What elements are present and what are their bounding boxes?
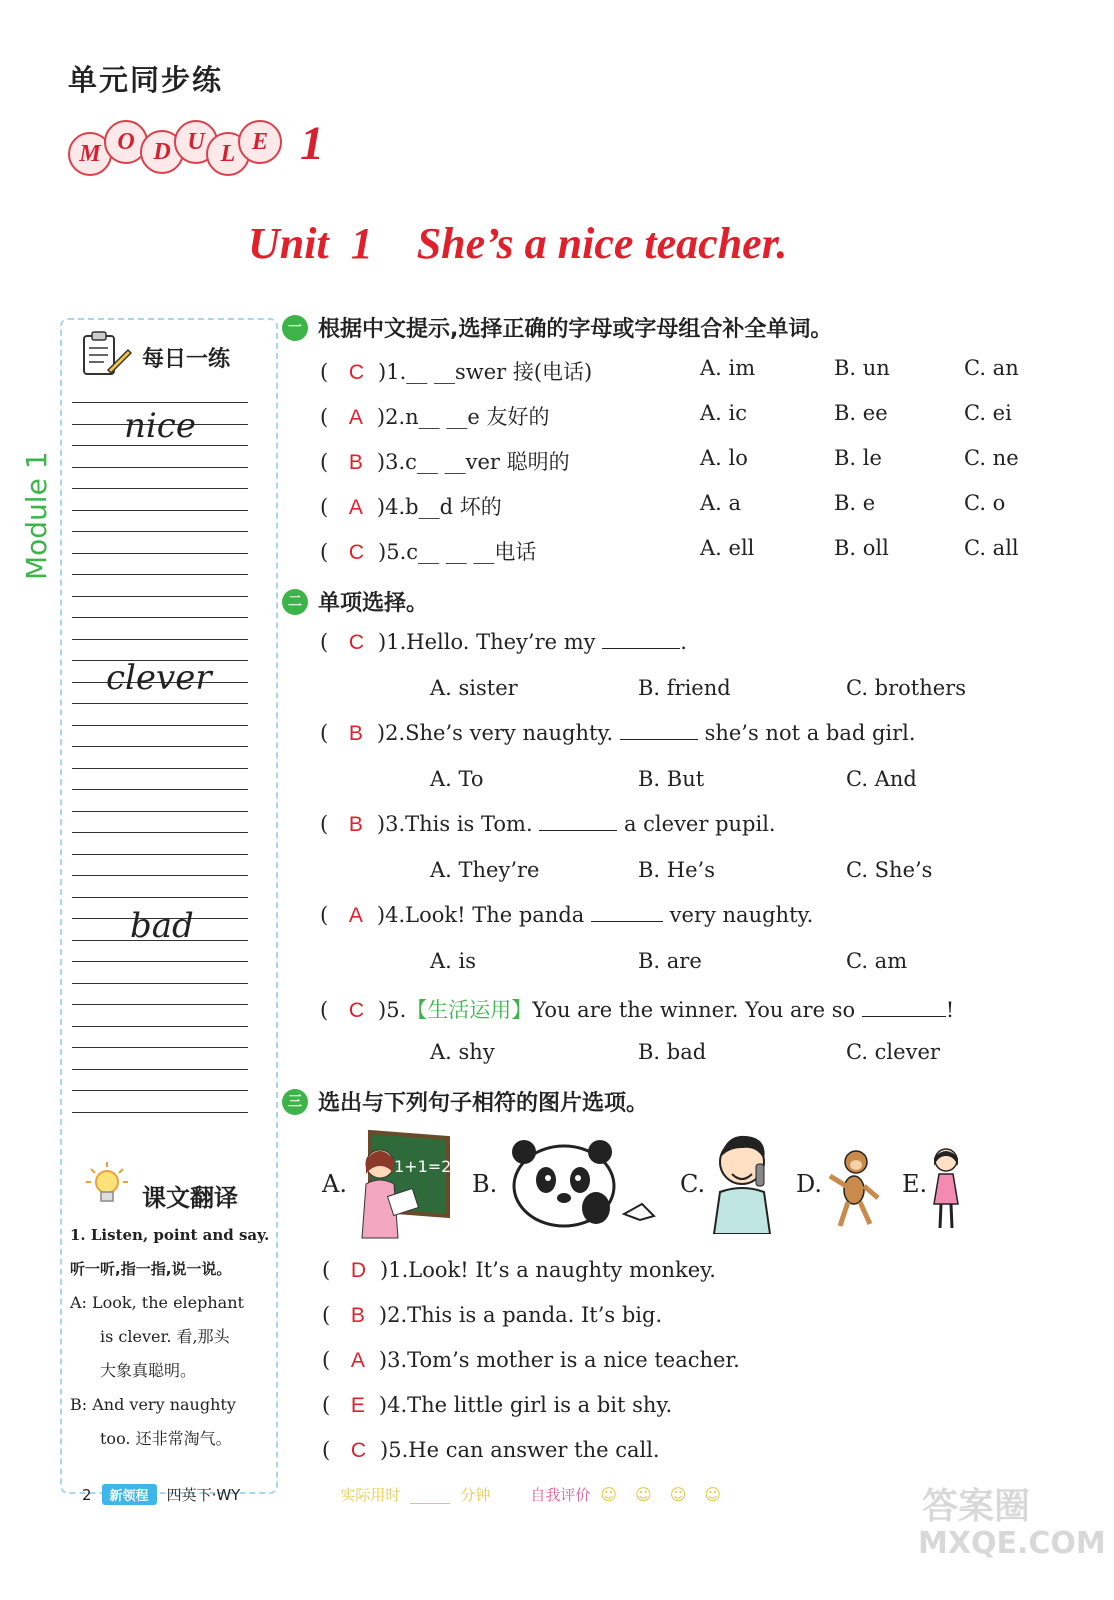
writing-line xyxy=(72,961,248,962)
question-tag: 【生活运用】 xyxy=(406,998,533,1022)
option-c: C. She’s xyxy=(846,858,933,882)
brand-badge: 新领程 xyxy=(102,1484,157,1505)
question-stem: n__ __e 友好的 xyxy=(405,405,550,429)
translation-line: too. 还非常淘气。 xyxy=(100,1429,232,1448)
writing-line xyxy=(72,854,248,855)
writing-line xyxy=(72,768,248,769)
picture-label: C. xyxy=(680,1170,706,1198)
question-row: ( A )4.b__d 坏的 xyxy=(320,495,502,519)
watermark-url: MXQE.COM xyxy=(918,1526,1106,1561)
translation-line: 大象真聪明。 xyxy=(100,1361,197,1380)
daily-practice-title: 每日一练 xyxy=(142,347,231,372)
option-b: B. oll xyxy=(834,536,889,560)
question-number: 3. xyxy=(385,450,406,474)
option-b: B. friend xyxy=(638,676,731,700)
section-3-heading xyxy=(282,1086,648,1117)
option-a: A. To xyxy=(430,767,484,791)
writing-line xyxy=(72,983,248,984)
option-b: B. le xyxy=(834,446,882,470)
question-text: This is a panda. It’s big. xyxy=(407,1303,663,1327)
option-c: C. And xyxy=(846,767,917,791)
writing-line xyxy=(72,617,248,618)
unit-title: Unit 1 She’s a nice teacher. xyxy=(248,219,788,268)
practice-word: clever xyxy=(106,658,212,698)
answer-mark: B xyxy=(348,722,363,745)
question-number: 5. xyxy=(386,540,407,564)
writing-line xyxy=(72,811,248,812)
answer-mark: B xyxy=(348,813,363,836)
answer-mark: E xyxy=(350,1394,365,1417)
writing-line xyxy=(72,402,248,403)
question-number: 1. xyxy=(388,1258,409,1282)
option-c: C. brothers xyxy=(846,676,967,700)
writing-line xyxy=(72,832,248,833)
option-c: C. am xyxy=(846,949,908,973)
question-row: ( C )5.c__ __ __电话 xyxy=(320,540,537,564)
question-number: 1. xyxy=(386,360,407,384)
question-text: The little girl is a bit shy. xyxy=(407,1393,673,1417)
lesson-title: 1. Listen, point and say. xyxy=(70,1226,270,1244)
picture-label: B. xyxy=(472,1170,498,1198)
writing-line xyxy=(72,1090,248,1091)
question-number: 5. xyxy=(386,998,407,1022)
option-b: B. e xyxy=(834,491,876,515)
question-number: 2. xyxy=(385,405,406,429)
picture-label: D. xyxy=(796,1170,823,1198)
question-number: 4. xyxy=(385,903,406,927)
page-number: 2 xyxy=(82,1485,92,1504)
series-title: 单元同步练 xyxy=(68,63,224,97)
question-text: This is Tom. xyxy=(405,812,540,836)
shy-girl-picture xyxy=(926,1144,966,1236)
question-row: ( A )4.Look! The panda very naughty. xyxy=(320,903,814,927)
question-text: very naughty. xyxy=(662,903,814,927)
module-banner xyxy=(68,118,358,178)
time-blank xyxy=(410,1485,450,1504)
answer-mark: A xyxy=(350,1349,365,1372)
answer-mark: B xyxy=(350,1304,365,1327)
option-c: C. clever xyxy=(846,1040,940,1064)
teacher-picture xyxy=(348,1130,458,1244)
question-row: ( C )5.He can answer the call. xyxy=(322,1438,660,1462)
writing-line xyxy=(72,875,248,876)
question-text: . xyxy=(680,630,687,654)
writing-line xyxy=(72,1069,248,1070)
question-row: ( C )5.【生活运用】You are the winner. You are so ! xyxy=(320,998,955,1022)
question-stem: __ __swer 接(电话) xyxy=(406,360,593,384)
option-b: B. bad xyxy=(638,1040,707,1064)
section-title: 根据中文提示,选择正确的字母或字母组合补全单词。 xyxy=(318,317,833,342)
answer-mark: C xyxy=(348,631,365,654)
lesson-title-cn: 听一听,指一指,说一说。 xyxy=(70,1260,232,1278)
writing-line xyxy=(72,467,248,468)
panda-picture xyxy=(504,1140,664,1234)
question-text: she’s not a bad girl. xyxy=(697,721,916,745)
option-c: C. ne xyxy=(964,446,1019,470)
writing-line xyxy=(72,725,248,726)
vertical-module-label: Module 1 xyxy=(20,451,53,580)
question-text: He can answer the call. xyxy=(408,1438,660,1462)
question-text: a clever pupil. xyxy=(617,812,776,836)
picture-label: E. xyxy=(902,1170,928,1198)
option-a: A. They’re xyxy=(430,858,540,882)
writing-line xyxy=(72,1112,248,1113)
answer-mark: C xyxy=(348,361,365,384)
section-badge: 三 xyxy=(282,1089,308,1115)
module-letter: O xyxy=(104,120,148,164)
question-row: ( B )3.c__ __ver 聪明的 xyxy=(320,450,570,474)
answer-blank xyxy=(591,903,663,922)
question-text: Look! It’s a naughty monkey. xyxy=(408,1258,716,1282)
module-letter: M xyxy=(68,132,112,176)
option-a: A. is xyxy=(430,949,477,973)
writing-line xyxy=(72,1047,248,1048)
question-text: Look! The panda xyxy=(405,903,591,927)
lightbulb-icon xyxy=(84,1160,130,1210)
question-stem: c__ __ __电话 xyxy=(406,540,537,564)
section-title: 单项选择。 xyxy=(318,591,429,616)
writing-line xyxy=(72,574,248,575)
writing-line xyxy=(72,789,248,790)
answer-blank xyxy=(862,998,946,1017)
writing-line xyxy=(72,639,248,640)
answer-blank xyxy=(620,721,698,740)
grade-label: 四英下·WY xyxy=(166,1486,241,1504)
section-2-heading xyxy=(282,586,428,617)
option-a: A. lo xyxy=(700,446,748,470)
section-title: 选出与下列句子相符的图片选项。 xyxy=(318,1091,649,1116)
question-number: 2. xyxy=(387,1303,408,1327)
option-c: C. an xyxy=(964,356,1019,380)
answer-mark: A xyxy=(348,496,363,519)
time-unit: 分钟 xyxy=(460,1486,491,1504)
writing-line xyxy=(72,596,248,597)
question-text: Tom’s mother is a nice teacher. xyxy=(407,1348,740,1372)
module-letter: U xyxy=(174,120,218,164)
question-row: ( C )1.Hello. They’re my . xyxy=(320,630,687,654)
option-c: C. o xyxy=(964,491,1006,515)
option-b: B. ee xyxy=(834,401,888,425)
option-b: B. He’s xyxy=(638,858,715,882)
watermark-text: 答案圈 xyxy=(922,1486,1031,1527)
option-a: A. im xyxy=(700,356,756,380)
question-row: ( B )2.She’s very naughty. she’s not a bad girl. xyxy=(320,721,916,745)
question-number: 3. xyxy=(387,1348,408,1372)
question-text: Hello. They’re my xyxy=(406,630,603,654)
translation-title: 课文翻译 xyxy=(142,1184,238,1212)
module-number: 1 xyxy=(300,117,324,170)
question-number: 4. xyxy=(385,495,406,519)
option-a: A. a xyxy=(700,491,742,515)
blackboard-text: 1+1=2 xyxy=(394,1157,452,1176)
writing-line xyxy=(72,553,248,554)
module-letter: L xyxy=(206,132,250,176)
smiley-icons: ☺☺☺☺ xyxy=(600,1485,740,1504)
translation-line: is clever. 看,那头 xyxy=(100,1327,230,1346)
question-row: ( A )2.n__ __e 友好的 xyxy=(320,405,550,429)
answer-mark: A xyxy=(348,406,363,429)
question-number: 5. xyxy=(388,1438,409,1462)
option-c: C. all xyxy=(964,536,1019,560)
question-stem: b__d 坏的 xyxy=(405,495,502,519)
answer-mark: A xyxy=(348,904,363,927)
monkey-picture xyxy=(826,1146,882,1234)
time-label: 实际用时 xyxy=(340,1486,401,1504)
clipboard-icon xyxy=(78,330,132,382)
writing-line xyxy=(72,510,248,511)
answer-mark: D xyxy=(350,1259,367,1282)
section-1-heading xyxy=(282,312,832,343)
picture-label: A. xyxy=(322,1170,347,1198)
writing-line xyxy=(72,1026,248,1027)
section-badge: 二 xyxy=(282,589,308,615)
question-number: 4. xyxy=(387,1393,408,1417)
writing-line xyxy=(72,897,248,898)
option-a: A. ell xyxy=(700,536,755,560)
question-text: You are the winner. You are so xyxy=(532,998,862,1022)
practice-word: bad xyxy=(130,906,194,946)
translation-line: B: And very naughty xyxy=(70,1395,236,1414)
writing-line xyxy=(72,1004,248,1005)
question-row: ( E )4.The little girl is a bit shy. xyxy=(322,1393,673,1417)
question-number: 1. xyxy=(386,630,407,654)
answer-blank xyxy=(602,630,680,649)
question-row: ( B )2.This is a panda. It’s big. xyxy=(322,1303,663,1327)
option-b: B. are xyxy=(638,949,702,973)
writing-line xyxy=(72,531,248,532)
answer-mark: C xyxy=(348,541,365,564)
option-b: B. un xyxy=(834,356,890,380)
self-eval-label: 自我评价 xyxy=(530,1486,591,1504)
module-letter: E xyxy=(238,120,282,164)
page-footer xyxy=(82,1484,739,1505)
question-number: 3. xyxy=(385,812,406,836)
question-text: She’s very naughty. xyxy=(405,721,620,745)
writing-line xyxy=(72,703,248,704)
translation-line: A: Look, the elephant xyxy=(70,1293,244,1312)
option-b: B. But xyxy=(638,767,705,791)
writing-line xyxy=(72,488,248,489)
question-row: ( D )1.Look! It’s a naughty monkey. xyxy=(322,1258,716,1282)
answer-mark: B xyxy=(348,451,363,474)
practice-word: nice xyxy=(124,406,196,446)
writing-line xyxy=(72,746,248,747)
section-badge: 一 xyxy=(282,315,308,341)
module-letter: D xyxy=(140,130,184,174)
question-row: ( C )1.__ __swer 接(电话) xyxy=(320,360,593,384)
option-a: A. sister xyxy=(430,676,518,700)
option-a: A. ic xyxy=(700,401,747,425)
question-number: 2. xyxy=(385,721,406,745)
answer-mark: C xyxy=(350,1439,367,1462)
question-text: ! xyxy=(945,998,955,1022)
option-c: C. ei xyxy=(964,401,1012,425)
question-row: ( A )3.Tom’s mother is a nice teacher. xyxy=(322,1348,740,1372)
boy-phone-picture xyxy=(706,1130,778,1238)
answer-blank xyxy=(539,812,617,831)
question-stem: c__ __ver 聪明的 xyxy=(405,450,570,474)
question-row: ( B )3.This is Tom. a clever pupil. xyxy=(320,812,776,836)
answer-mark: C xyxy=(348,999,365,1022)
option-a: A. shy xyxy=(430,1040,495,1064)
